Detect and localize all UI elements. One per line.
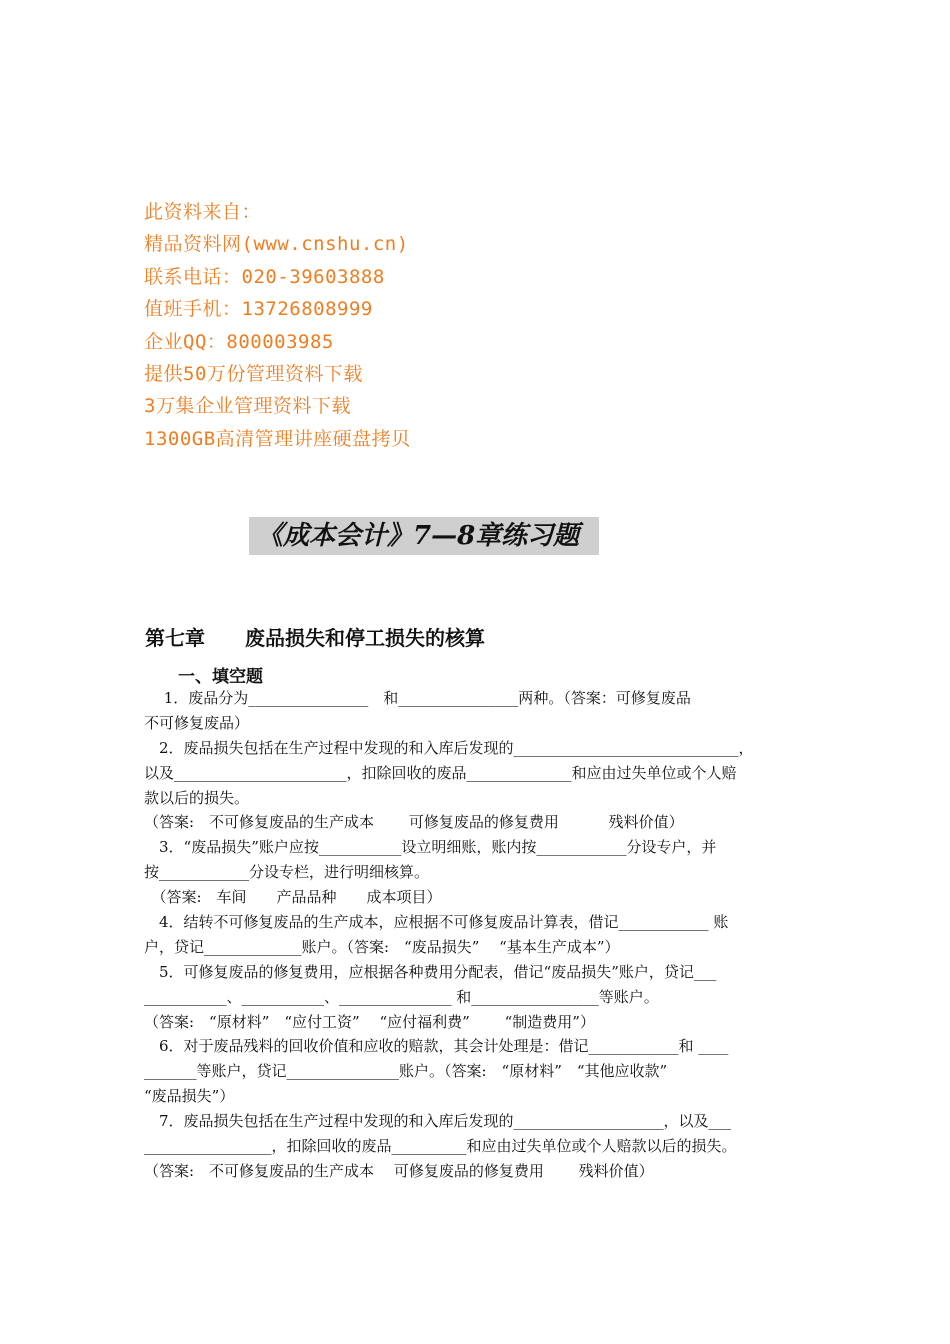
chapter-name: 废品损失和停工损失的核算 [245, 626, 485, 650]
text-line: 7．废品损失包括在生产过程中发现的和入库后发现的____________________，以及___ [144, 1112, 732, 1131]
text-line: 款以后的损失。 [144, 788, 250, 807]
exercise-body [144, 686, 814, 1184]
promo-line: 值班手机：13726808999 [144, 298, 373, 321]
text-line: 户，贷记_____________账户。（答案: “废品损失” “基本生产成本”） [144, 937, 620, 956]
text-line: （答案: 不可修复废品的生产成本 可修复废品的修复费用 残料价值） [144, 1161, 654, 1180]
text-line: 2．废品损失包括在生产过程中发现的和入库后发现的______________________________， [144, 738, 754, 757]
promo-line: 提供50万份管理资料下载 [144, 362, 363, 385]
text-line: 以及_______________________，扣除回收的废品______________和应由过失单位或个人赔 [144, 763, 737, 782]
text-line: _________________，扣除回收的废品__________和应由过失单位或个人赔款以后的损失。 [144, 1137, 737, 1156]
text-line: 3．“废品损失”账户应按___________设立明细账，账内按____________分设专户，并 [144, 838, 717, 857]
text-line: 4．结转不可修复废品的生产成本，应根据不可修复废品计算表，借记____________ 账 [144, 913, 729, 932]
text-line: （答案: “原材料” “应付工资” “应付福利费” “制造费用”） [144, 1012, 595, 1031]
text-line: （答案: 车间 产品品种 成本项目） [144, 888, 442, 907]
text-line: 5．可修复废品的修复费用，应根据各种费用分配表，借记“废品损失”账户，贷记___ [144, 962, 717, 981]
promo-line: 此资料来自： [144, 201, 262, 223]
promo-line: 联系电话：020-39603888 [144, 265, 385, 288]
source-promo-block [144, 196, 411, 455]
promo-line: 1300GB高清管理讲座硬盘拷贝 [144, 427, 411, 450]
text-line: “废品损失”） [144, 1087, 235, 1106]
promo-line: 3万集企业管理资料下载 [144, 395, 351, 418]
text-line: _______等账户，贷记_______________账户。（答案: “原材料” “其他应收款” [144, 1062, 668, 1081]
chapter-number: 第七章 [145, 626, 205, 650]
promo-line: 精品资料网(www.cnshu.cn) [144, 233, 409, 256]
text-line: （答案: 不可修复废品的生产成本 可修复废品的修复费用 残料价值） [144, 813, 684, 832]
text-line: 6．对于废品残料的回收价值和应收的赔款，其会计处理是：借记____________和 ____ [144, 1037, 729, 1056]
chapter-heading [145, 622, 485, 651]
section-heading: 一、填空题 [178, 667, 263, 687]
text-line: ___________、___________、_______________ 和_________________等账户。 [144, 987, 659, 1006]
text-line: 按____________分设专栏，进行明细核算。 [144, 863, 430, 882]
promo-line: 企业QQ：800003985 [144, 330, 334, 353]
text-line: 不可修复废品） [144, 713, 250, 732]
text-line: 1．废品分为________________ 和________________两种。（答案：可修复废品 [144, 689, 691, 707]
document-title: 《成本会计》7—8章练习题 [249, 517, 599, 555]
